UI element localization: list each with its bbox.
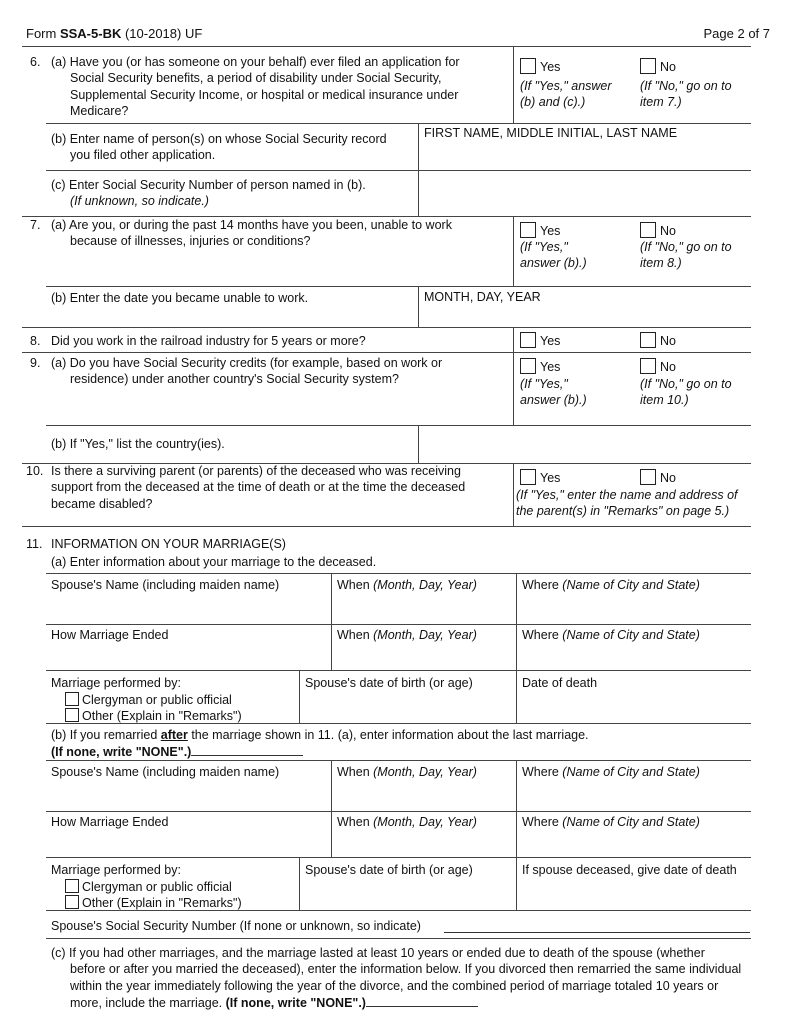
q7-b-date-input[interactable] [420, 305, 750, 325]
page-number: Page 2 of 7 [703, 26, 770, 41]
divider [513, 327, 514, 352]
q10-number: 10. [26, 464, 44, 478]
a-clergyman-option[interactable]: Clergyman or public official [51, 692, 242, 709]
q7-b-field-label: MONTH, DAY, YEAR [424, 290, 541, 304]
divider [46, 760, 751, 761]
q10-no-checkbox[interactable] [640, 469, 656, 485]
divider [22, 526, 751, 527]
divider [46, 573, 751, 574]
q11-a-instruction: (a) Enter information about your marriage to the deceased. [51, 555, 377, 569]
divider [418, 286, 419, 327]
divider [331, 573, 332, 670]
a-date-of-death-label: Date of death [522, 676, 598, 690]
b-clergyman-option[interactable]: Clergyman or public official [51, 879, 242, 896]
b-clergyman-checkbox[interactable] [65, 879, 79, 893]
divider [46, 123, 751, 124]
q7-no-checkbox[interactable] [640, 222, 656, 238]
q8-question: Did you work in the railroad industry for 5 years or more? [51, 334, 366, 348]
divider [46, 938, 751, 939]
divider [331, 760, 332, 857]
q9-number: 9. [30, 356, 41, 370]
q7-no-option[interactable]: No [640, 222, 676, 239]
divider [513, 352, 514, 425]
a-clergyman-checkbox[interactable] [65, 692, 79, 706]
b-performed-by: Marriage performed by: Clergyman or public official Other (Explain in "Remarks") [51, 863, 242, 911]
a-spouse-name-label: Spouse's Name (including maiden name) [51, 578, 280, 592]
q9-no-option[interactable]: No [640, 358, 676, 375]
b-where-label-2: Where (Name of City and State) [522, 815, 700, 829]
q7-a-question: (a) Are you, or during the past 14 months have you been, unable to work because of illnesses, injuries or conditions? [51, 218, 452, 249]
q9-yes-note: (If "Yes," answer (b).) [520, 377, 587, 408]
b-where-label: Where (Name of City and State) [522, 765, 700, 779]
divider [299, 857, 300, 910]
divider [46, 723, 751, 724]
q6-a-question: (a) Have you (or has someone on your behalf) ever filed an application for Social Security benefits, a period of disability under Social Security, Supplemental Security Income, or hospital or medical insurance under Medicare? [51, 55, 460, 118]
a-where-label-2: Where (Name of City and State) [522, 628, 700, 642]
q7-no-note: (If "No," go on to item 8.) [640, 240, 732, 271]
q11-c-instruction: (c) If you had other marriages, and the marriage lasted at least 10 years or ended due to death of the spouse (whether before or after you married the deceased), enter the information below. If you divorced then remarried the same individual within the year immediately following the year of the divorce, and the combined period of marriage totaled 10 years or more, include the marriage. (If none, write "NONE".) [51, 946, 742, 1010]
q6-no-note: (If "No," go on to item 7.) [640, 79, 732, 110]
b-when-label: When (Month, Day, Year) [337, 765, 477, 779]
q8-number: 8. [30, 334, 41, 348]
divider [46, 910, 751, 911]
q11-number: 11. [26, 537, 43, 551]
q6-b-field-label: FIRST NAME, MIDDLE INITIAL, LAST NAME [424, 126, 678, 140]
q7-number: 7. [30, 218, 41, 232]
divider [22, 327, 751, 328]
q6-b-name-input[interactable] [420, 145, 750, 169]
form-id: Form SSA-5-BK (10-2018) UF [26, 26, 203, 41]
q9-no-checkbox[interactable] [640, 358, 656, 374]
a-when-label-2: When (Month, Day, Year) [337, 628, 477, 642]
divider [513, 216, 514, 286]
q8-no-option[interactable]: No [640, 332, 676, 349]
q7-yes-note: (If "Yes," answer (b).) [520, 240, 587, 271]
a-spouse-dob-label: Spouse's date of birth (or age) [305, 676, 473, 690]
q10-question: Is there a surviving parent (or parents) of the deceased who was receiving support from the deceased at the time of death or at the time the deceased became disabled? [51, 464, 466, 511]
divider [418, 425, 419, 463]
a-performed-by: Marriage performed by: Clergyman or public official Other (Explain in "Remarks") [51, 676, 242, 724]
divider [46, 811, 751, 812]
q9-a-question: (a) Do you have Social Security credits (for example, based on work or residence) under another country's Social Security system? [51, 356, 443, 387]
spouse-ssn-label: Spouse's Social Security Number (If none or unknown, so indicate) [51, 919, 421, 933]
divider [46, 857, 751, 858]
a-how-ended-label: How Marriage Ended [51, 628, 169, 642]
divider [22, 352, 751, 353]
q8-yes-option[interactable]: Yes [520, 332, 560, 349]
b-spouse-name-label: Spouse's Name (including maiden name) [51, 765, 280, 779]
q11-b-none: (If none, write "NONE".) [51, 743, 303, 760]
q10-yes-checkbox[interactable] [520, 469, 536, 485]
a-other-checkbox[interactable] [65, 708, 79, 722]
divider [516, 573, 517, 723]
b-how-ended-label: How Marriage Ended [51, 815, 169, 829]
a-when-label: When (Month, Day, Year) [337, 578, 477, 592]
divider [46, 425, 751, 426]
q7-yes-checkbox[interactable] [520, 222, 536, 238]
q6-number: 6. [30, 55, 41, 69]
q6-yes-checkbox[interactable] [520, 58, 536, 74]
q6-no-checkbox[interactable] [640, 58, 656, 74]
divider [516, 760, 517, 910]
divider [22, 46, 751, 47]
q6-c-ssn-input[interactable] [420, 171, 750, 215]
q6-no-option[interactable]: No [640, 58, 676, 75]
q11-c-none-input[interactable] [366, 994, 478, 1007]
q11-b-none-input[interactable] [191, 743, 303, 756]
q8-yes-checkbox[interactable] [520, 332, 536, 348]
q7-b-question: (b) Enter the date you became unable to work. [51, 291, 309, 305]
q9-yes-option[interactable]: Yes [520, 358, 560, 375]
q6-c-question: (c) Enter Social Security Number of person named in (b). (If unknown, so indicate.) [51, 178, 366, 209]
q11-b-instruction: (b) If you remarried after the marriage shown in 11. (a), enter information about the last marriage. [51, 728, 589, 742]
q11-title: INFORMATION ON YOUR MARRIAGE(S) [51, 537, 286, 551]
q6-b-question: (b) Enter name of person(s) on whose Social Security record you filed other application. [51, 132, 387, 163]
b-spouse-dob-label: Spouse's date of birth (or age) [305, 863, 473, 877]
divider [299, 670, 300, 723]
divider [513, 47, 514, 123]
spouse-ssn-input[interactable] [444, 918, 750, 933]
divider [46, 670, 751, 671]
q9-b-question: (b) If "Yes," list the country(ies). [51, 437, 225, 451]
b-if-deceased-label: If spouse deceased, give date of death [522, 863, 737, 877]
q8-no-checkbox[interactable] [640, 332, 656, 348]
q6-yes-option[interactable]: Yes [520, 58, 560, 75]
a-other-option[interactable]: Other (Explain in "Remarks") [51, 708, 242, 725]
q9-b-country-input[interactable] [420, 427, 750, 461]
q10-note: (If "Yes," enter the name and address of the parent(s) in "Remarks" on page 5.) [516, 488, 738, 519]
q10-yes-option[interactable]: Yes [520, 469, 560, 486]
a-where-label: Where (Name of City and State) [522, 578, 700, 592]
divider [46, 624, 751, 625]
divider [46, 286, 751, 287]
b-other-option[interactable]: Other (Explain in "Remarks") [51, 895, 242, 912]
q6-yes-note: (If "Yes," answer (b) and (c).) [520, 79, 612, 110]
b-when-label-2: When (Month, Day, Year) [337, 815, 477, 829]
q9-yes-checkbox[interactable] [520, 358, 536, 374]
b-other-checkbox[interactable] [65, 895, 79, 909]
divider [513, 463, 514, 526]
q7-yes-option[interactable]: Yes [520, 222, 560, 239]
q10-no-option[interactable]: No [640, 469, 676, 486]
q9-no-note: (If "No," go on to item 10.) [640, 377, 732, 408]
